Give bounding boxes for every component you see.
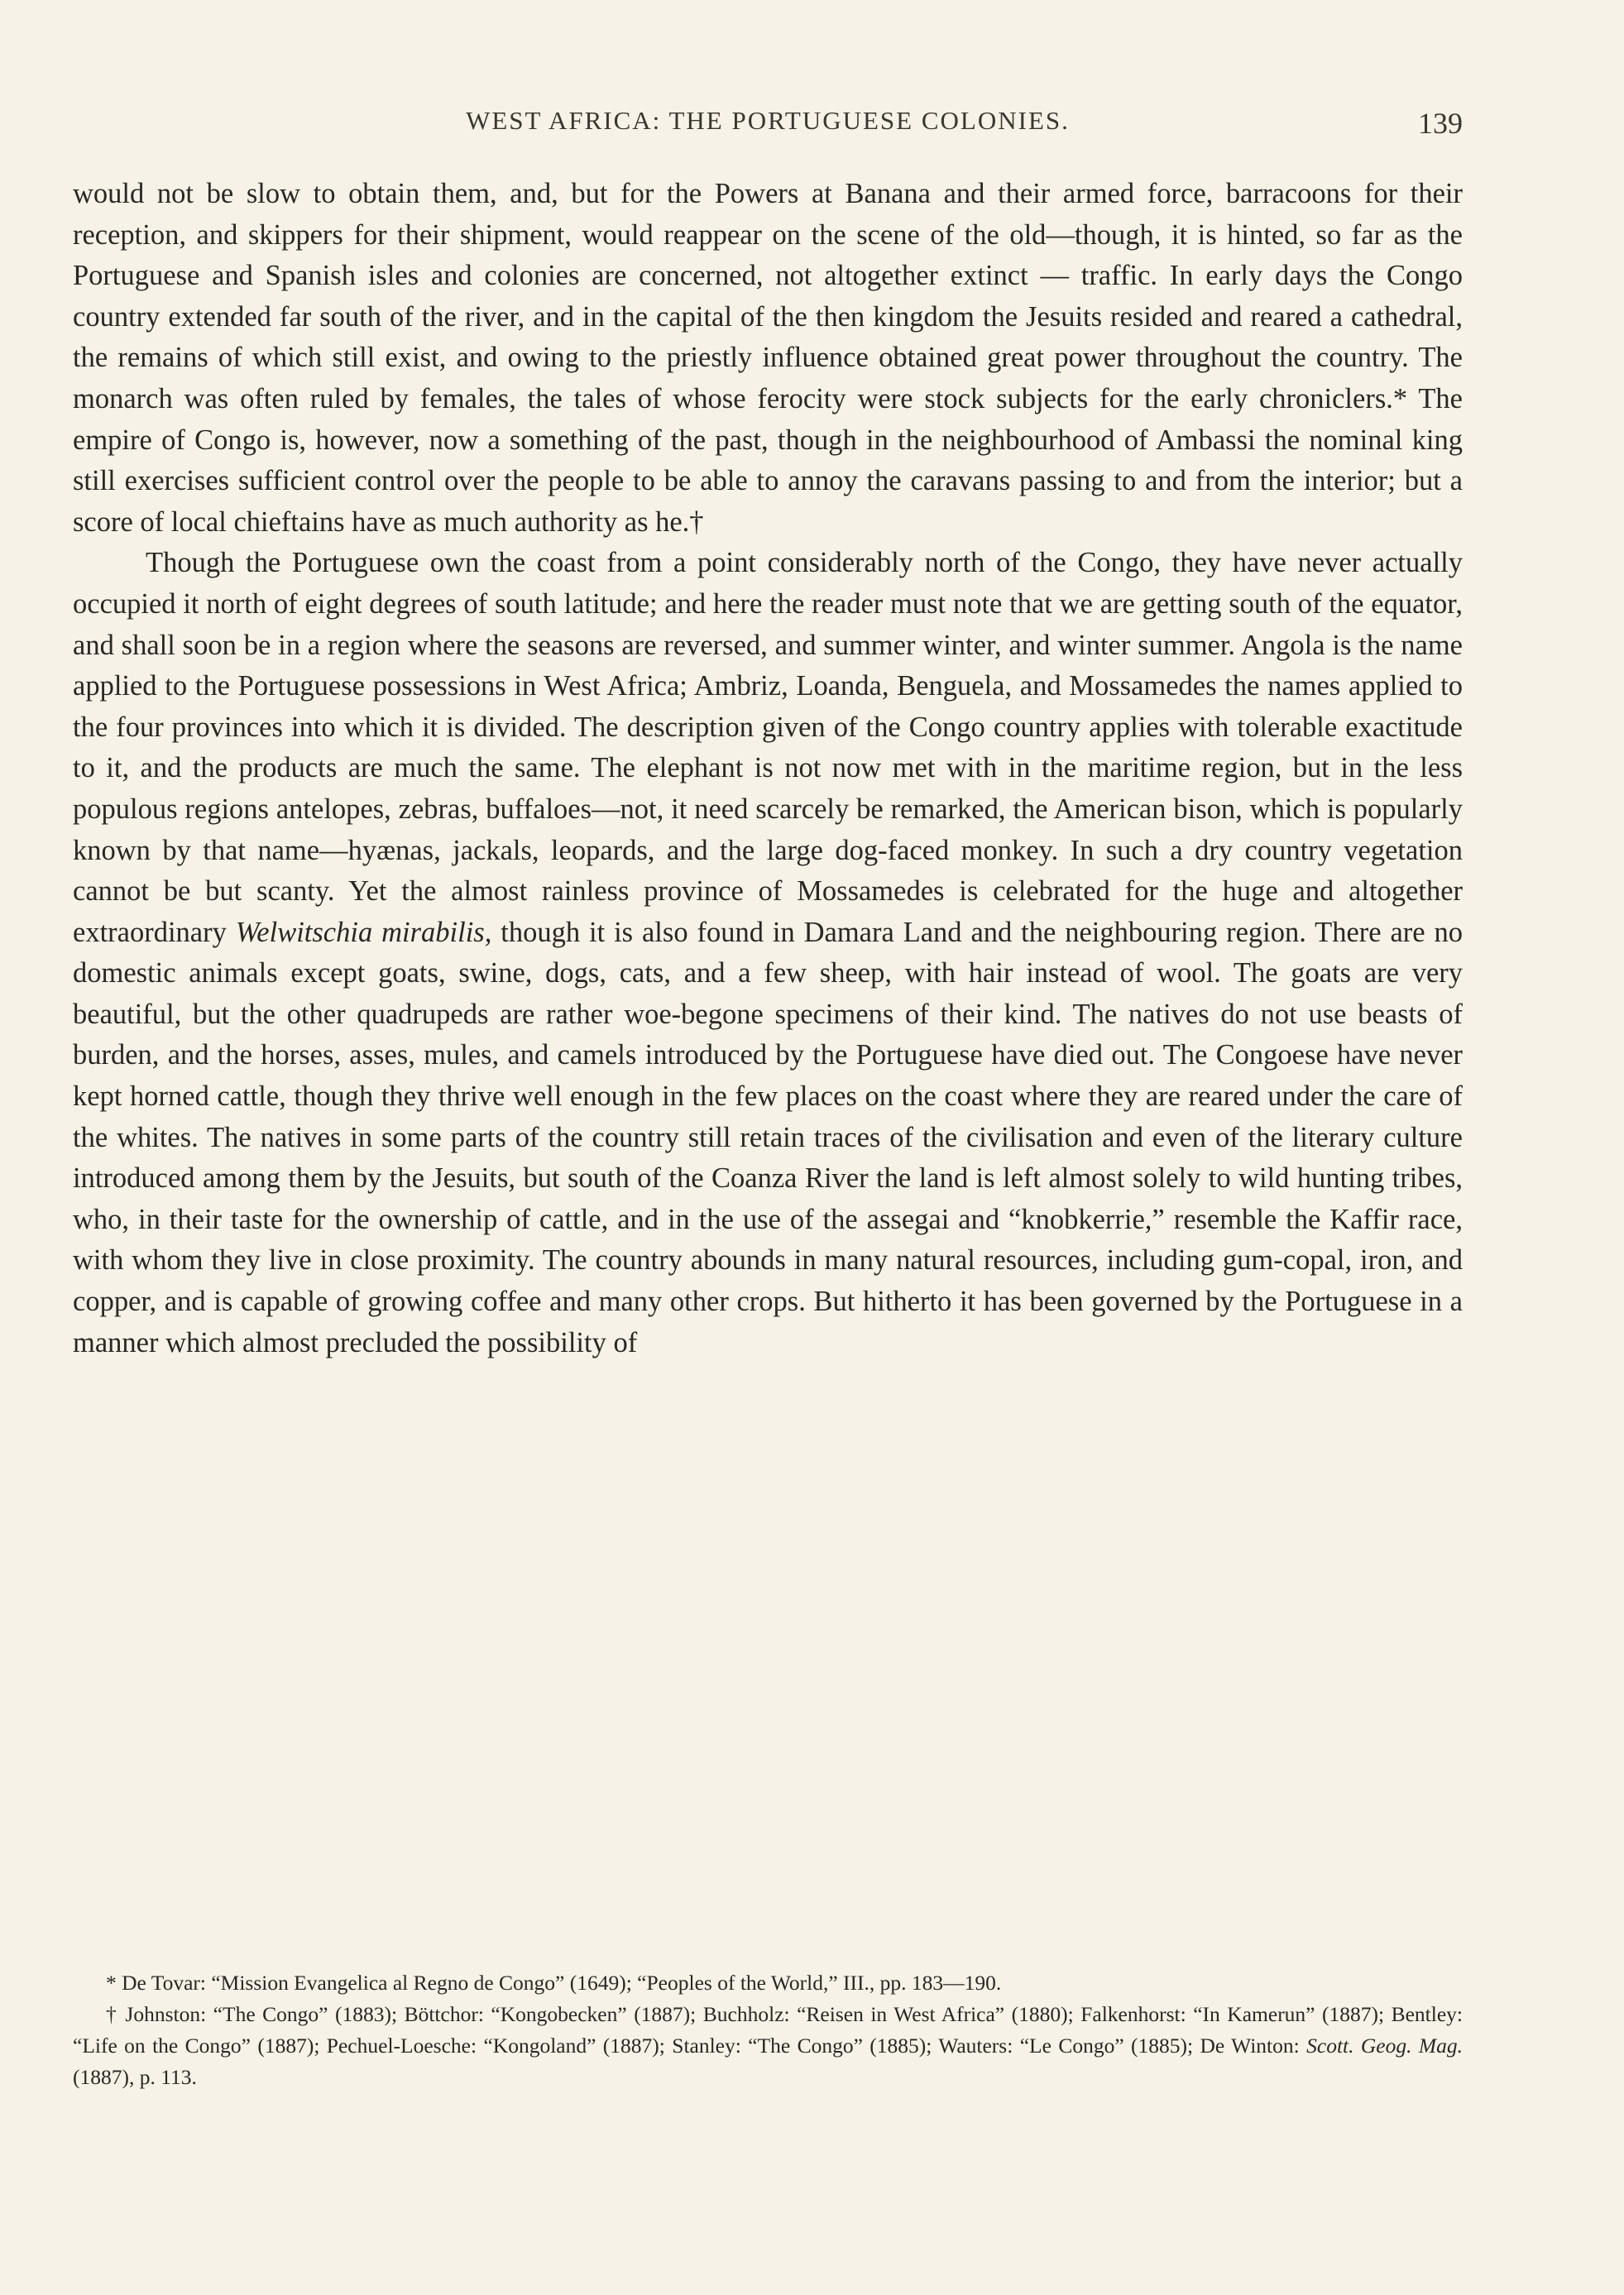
paragraph-angola-text-1: Though the Portuguese own the coast from a point considerably north of the Congo, they have never actually occupied it north of eight degrees of south latitude; and here the reader must note that we are getting south of the equator, and shall soon be in a region where the seasons are reversed, and summer winter, and winter summer. Angola is the name applied to the Portuguese possessions in West Africa; Ambriz, Loanda, Benguela, and Mossamedes the names applied to the four provinces into which it is divided. The description given of the Congo country applies with tolerable exactitude to it, and the products are much the same. The elephant is not now met with in the maritime region, but in the less populous regions antelopes, zebras, buffaloes—not, it need scarcely be remarked, the American bison, which is popularly known by that name—hyænas, jackals, leopards, and the large dog-faced monkey. In such a dry country vegetation cannot be but scanty. Yet the almost rainless province of Mossamedes is celebrated for the huge and altogether extraordinary [73,547,1463,948]
body-text [73,174,1463,1363]
footnote-dagger [73,1999,1463,2093]
paragraph-angola [73,543,1463,1363]
species-name-italic: Welwitschia mirabilis, [235,916,492,948]
footnote-dagger-text-2: (1887), p. 113. [73,2065,197,2089]
running-head [73,106,1463,142]
paragraph-continued: would not be slow to obtain them, and, but for the Powers at Banana and their armed force, barracoons for their reception, and skippers for their shipment, would reappear on the scene of the old—though, it is hinted, so far as the Portuguese and Spanish isles and colonies are concerned, not altogether extinct — traffic. In early days the Congo country extended far south of the river, and in the capital of the then kingdom the Jesuits resided and reared a cathedral, the remains of which still exist, and owing to the priestly influence obtained great power throughout the country. The monarch was often ruled by females, the tales of whose ferocity were stock subjects for the early chroniclers.* The empire of Congo is, however, now a something of the past, though in the neighbourhood of Ambassi the nominal king still exercises sufficient control over the people to be able to annoy the caravans passing to and from the interior; but a score of local chieftains have as much authority as he.† [73,178,1463,538]
footnote-journal-italic: Scott. Geog. Mag. [1306,2034,1464,2058]
page-number: 139 [1418,107,1463,140]
paragraph-angola-text-2: though it is also found in Damara Land and the neighbouring region. There are no domestic animals except goats, swine, dogs, cats, and a few sheep, with hair instead of wool. The goats are very beautiful, but the other quadrupeds are rather woe-begone specimens of their kind. The natives do not use beasts of burden, and the horses, asses, mules, and camels introduced by the Portuguese have died out. The Congoese have never kept horned cattle, though they thrive well enough in the few places on the coast where they are reared under the care of the whites. The natives in some parts of the country still retain traces of the civilisation and even of the literary culture introduced among them by the Jesuits, but south of the Coanza River the land is left almost solely to wild hunting tribes, who, in their taste for the ownership of cattle, and in the use of the assegai and “knobkerrie,” resemble the Kaffir race, with whom they live in close proximity. The country abounds in many natural resources, including gum-copal, iron, and copper, and is capable of growing coffee and many other crops. But hitherto it has been governed by the Portuguese in a manner which almost precluded the possibility of [73,916,1464,1358]
running-title: WEST AFRICA: THE PORTUGUESE COLONIES. [466,106,1070,135]
footnotes [73,1967,1463,2093]
footnote-dagger-text-1: † Johnston: “The Congo” (1883); Böttchor: “Kongobecken” (1887); Buchholz: “Reisen in West Africa” (1880); Falkenhorst: “In Kamerun” (1887); Bentley: “Life on the Congo” (1887); Pechuel-Loesche: “Kongoland” (1887); Stanley: “The Congo” (1885); Wauters: “Le Congo” (1885); De Winton: [73,2002,1463,2058]
footnote-asterisk: * De Tovar: “Mission Evangelica al Regno de Congo” (1649); “Peoples of the World,” III., pp. 183—190. [106,1971,1002,1995]
